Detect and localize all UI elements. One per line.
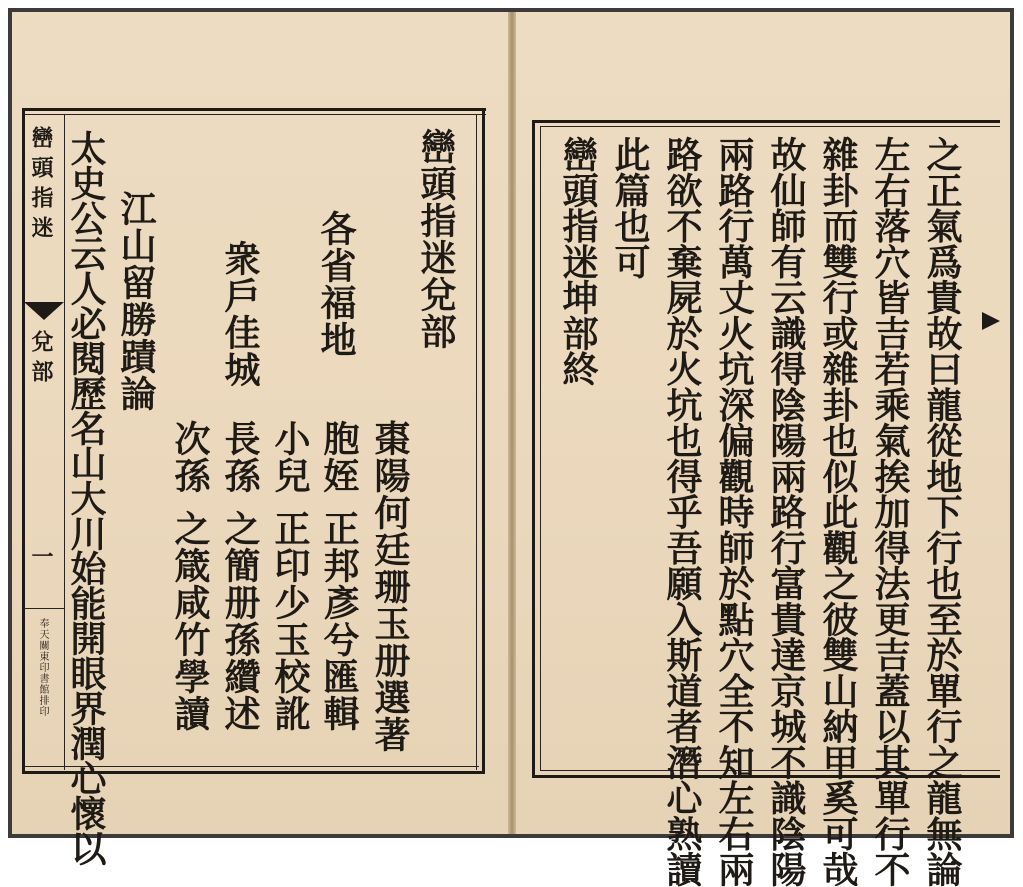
right-frame-left-inner [540, 126, 541, 770]
text-column: 雜卦而雙行或雜卦也似此觀之彼雙山納甲奚可哉 [817, 136, 859, 887]
credit-name: 正印少玉校訛 [269, 510, 311, 732]
end-note: 巒頭指迷坤部終 [557, 136, 599, 387]
book-gutter [508, 12, 516, 834]
place-heading: 衆戶佳城 [219, 240, 261, 388]
right-frame-top-border [534, 120, 1000, 123]
edge-page-number: 一 [28, 545, 54, 575]
left-frame-left-border [22, 108, 25, 774]
text-column: 此篇也可 [609, 136, 651, 279]
edge-publisher: 奉天關東印書館排印 [37, 618, 48, 717]
credit-role: 小兒 [269, 420, 311, 494]
credit-role: 胞姪 [318, 420, 360, 494]
text-column: 故仙師有云識得陰陽兩路行富貴達京城不識陰陽 [765, 136, 807, 887]
text-column: 兩路行萬丈火坑深偏觀時師於點穴全不知左右兩 [713, 136, 755, 887]
subtitle: 各省福地 [315, 210, 357, 358]
left-frame-right-inner [476, 114, 477, 770]
left-frame-right-border [482, 108, 485, 774]
credit-name: 之簡册孫纘述 [219, 510, 261, 732]
edge-title: 巒頭指迷 [28, 126, 54, 246]
credit-name: 正邦彥兮匯輯 [318, 510, 360, 732]
essay-title: 江山留勝蹟論 [115, 190, 157, 412]
edge-publisher-divider [24, 608, 64, 609]
left-frame-top-border [24, 108, 486, 111]
book-scan-frame [8, 8, 1014, 838]
right-edge-marker [982, 312, 1000, 330]
credit-name: 之箴咸竹學讀 [169, 510, 211, 732]
right-frame-top-inner [540, 126, 1000, 127]
right-frame-left-border [532, 120, 535, 778]
text-column: 左右落穴皆吉若乘氣挨加得法更吉蓋以其單行不 [869, 136, 911, 887]
left-frame-top-inner [24, 114, 486, 115]
section-title: 巒頭指迷兌部 [415, 128, 457, 350]
text-column: 之正氣爲貴故曰龍從地下行也至於單行之龍無論 [921, 136, 963, 887]
text-column: 路欲不棄屍於火坑也得乎吾願入斯道者潛心熟讀 [661, 136, 703, 887]
credit-role: 長孫 [219, 420, 261, 494]
essay-text-column: 太史公云人必閱歷名山大川始能開眼界潤心懷以 [65, 130, 107, 865]
credit-author: 棗陽何廷珊玉册選著 [369, 420, 411, 753]
fishtail-marker [24, 302, 64, 320]
credit-role: 次孫 [169, 420, 211, 494]
edge-section: 兌部 [28, 330, 54, 390]
